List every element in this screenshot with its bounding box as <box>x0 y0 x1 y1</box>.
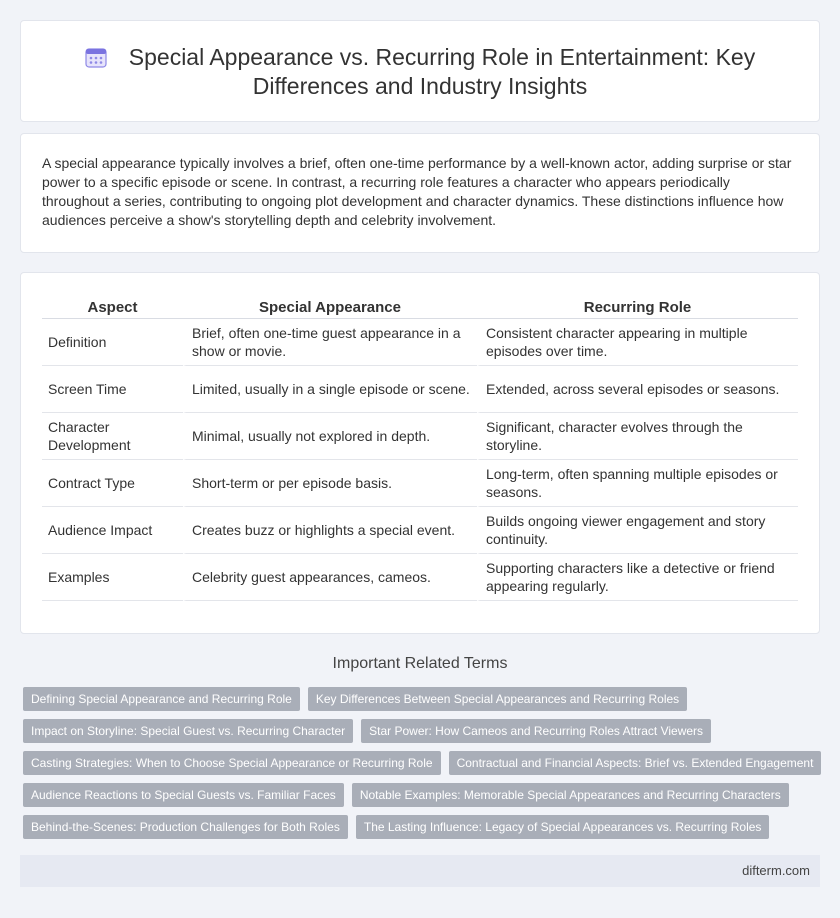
header-aspect: Aspect <box>42 296 183 319</box>
related-term-tag[interactable]: Impact on Storyline: Special Guest vs. Recurring Character <box>23 719 353 743</box>
title-card <box>20 20 820 122</box>
cell-aspect: Examples <box>42 554 183 601</box>
cell-aspect: Audience Impact <box>42 507 183 554</box>
tag-row <box>23 751 823 775</box>
cell-special: Short-term or per episode basis. <box>183 460 477 507</box>
calendar-icon <box>85 46 107 68</box>
table-row <box>42 319 798 366</box>
cell-aspect: Definition <box>42 319 183 366</box>
header-special-appearance: Special Appearance <box>183 296 477 319</box>
related-term-tag[interactable]: Star Power: How Cameos and Recurring Roles Attract Viewers <box>361 719 711 743</box>
related-term-tag[interactable]: The Lasting Influence: Legacy of Special Appearances vs. Recurring Roles <box>356 815 770 839</box>
cell-special: Celebrity guest appearances, cameos. <box>183 554 477 601</box>
tag-row <box>23 687 823 711</box>
cell-aspect: Contract Type <box>42 460 183 507</box>
comparison-card <box>20 272 820 634</box>
related-term-tag[interactable]: Contractual and Financial Aspects: Brief vs. Extended Engagement <box>449 751 822 775</box>
tag-row <box>23 815 823 839</box>
cell-special: Limited, usually in a single episode or scene. <box>183 366 477 413</box>
cell-recurring: Builds ongoing viewer engagement and story continuity. <box>477 507 798 554</box>
page-title: Special Appearance vs. Recurring Role in Entertainment: Key Differences and Industry Insights <box>128 44 756 99</box>
table-header-row <box>42 296 798 319</box>
table-row <box>42 554 798 601</box>
table-row <box>42 460 798 507</box>
intro-card <box>20 133 820 253</box>
cell-special: Minimal, usually not explored in depth. <box>183 413 477 460</box>
tag-row <box>23 783 823 807</box>
cell-aspect: Character Development <box>42 413 183 460</box>
table-row <box>42 366 798 413</box>
table-row <box>42 413 798 460</box>
tag-row <box>23 719 823 743</box>
cell-special: Creates buzz or highlights a special event. <box>183 507 477 554</box>
footer-site-link[interactable]: difterm.com <box>742 863 810 878</box>
page-title-wrap <box>21 43 819 101</box>
related-term-tag[interactable]: Audience Reactions to Special Guests vs. Familiar Faces <box>23 783 344 807</box>
cell-recurring: Long-term, often spanning multiple episodes or seasons. <box>477 460 798 507</box>
cell-recurring: Extended, across several episodes or seasons. <box>477 366 798 413</box>
header-recurring-role: Recurring Role <box>477 296 798 319</box>
related-terms-list <box>23 687 823 847</box>
cell-aspect: Screen Time <box>42 366 183 413</box>
cell-special: Brief, often one-time guest appearance in a show or movie. <box>183 319 477 366</box>
related-terms-title: Important Related Terms <box>332 655 508 672</box>
related-term-tag[interactable]: Notable Examples: Memorable Special Appearances and Recurring Characters <box>352 783 789 807</box>
related-term-tag[interactable]: Defining Special Appearance and Recurring Role <box>23 687 300 711</box>
intro-paragraph: A special appearance typically involves a brief, often one-time performance by a well-known actor, adding surprise or star power to a specific episode or scene. In contrast, a recurring role features a character who appears periodically throughout a series, contributing to ongoing plot development and character dynamics. These distinctions influence how audiences perceive a show's storytelling depth and celebrity involvement. <box>42 155 792 228</box>
cell-recurring: Supporting characters like a detective or friend appearing regularly. <box>477 554 798 601</box>
table-row <box>42 507 798 554</box>
footer <box>20 855 820 887</box>
cell-recurring: Significant, character evolves through the storyline. <box>477 413 798 460</box>
related-term-tag[interactable]: Key Differences Between Special Appearances and Recurring Roles <box>308 687 687 711</box>
comparison-table <box>42 296 798 601</box>
related-term-tag[interactable]: Behind-the-Scenes: Production Challenges for Both Roles <box>23 815 348 839</box>
cell-recurring: Consistent character appearing in multiple episodes over time. <box>477 319 798 366</box>
related-term-tag[interactable]: Casting Strategies: When to Choose Special Appearance or Recurring Role <box>23 751 441 775</box>
